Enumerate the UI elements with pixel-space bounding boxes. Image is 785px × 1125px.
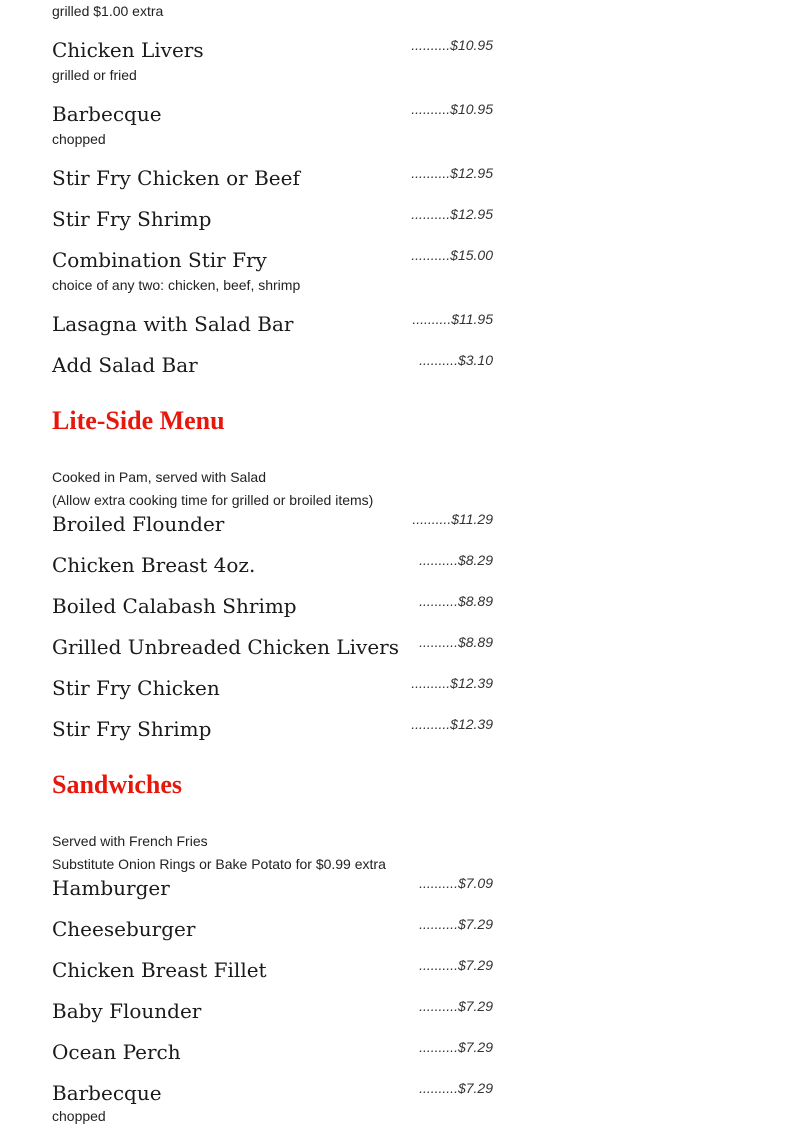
item-name: Add Salad Bar <box>52 353 198 377</box>
item-price: ..........$7.09 <box>419 875 493 891</box>
item-name: Barbecque <box>52 1081 162 1105</box>
menu-item <box>52 552 493 582</box>
item-name: Cheeseburger <box>52 917 196 941</box>
item-price: ..........$12.39 <box>411 675 493 691</box>
menu-item <box>52 1080 493 1110</box>
menu-item <box>52 634 493 664</box>
item-description: grilled $1.00 extra <box>52 3 164 19</box>
item-price: ..........$7.29 <box>419 1039 493 1055</box>
menu-item <box>52 101 493 131</box>
item-name: Stir Fry Chicken or Beef <box>52 166 300 190</box>
menu-item <box>52 37 493 67</box>
menu-item <box>52 875 493 905</box>
menu-item <box>52 716 493 746</box>
item-name: Stir Fry Chicken <box>52 676 220 700</box>
menu-item <box>52 165 493 195</box>
section-title-lite-side: Lite-Side Menu <box>52 406 225 435</box>
item-name: Broiled Flounder <box>52 512 225 536</box>
menu-item <box>52 1039 493 1069</box>
item-name: Ocean Perch <box>52 1040 181 1064</box>
item-description: grilled or fried <box>52 67 137 83</box>
item-price: ..........$7.29 <box>419 957 493 973</box>
item-price: ..........$12.39 <box>411 716 493 732</box>
item-name: Chicken Livers <box>52 38 204 62</box>
section-note: Cooked in Pam, served with Salad <box>52 469 266 485</box>
item-price: ..........$10.95 <box>411 101 493 117</box>
menu-item <box>52 511 493 541</box>
item-name: Chicken Breast Fillet <box>52 958 267 982</box>
item-price: ..........$15.00 <box>411 247 493 263</box>
item-description: choice of any two: chicken, beef, shrimp <box>52 277 301 293</box>
item-price: ..........$12.95 <box>411 165 493 181</box>
item-name: Stir Fry Shrimp <box>52 207 212 231</box>
item-name: Chicken Breast 4oz. <box>52 553 256 577</box>
item-price: ..........$11.95 <box>412 311 493 327</box>
item-price: ..........$7.29 <box>419 1080 493 1096</box>
menu-item <box>52 352 493 382</box>
item-name: Boiled Calabash Shrimp <box>52 594 297 618</box>
menu-item <box>52 593 493 623</box>
item-name: Grilled Unbreaded Chicken Livers <box>52 635 399 659</box>
item-price: ..........$12.95 <box>411 206 493 222</box>
item-price: ..........$10.95 <box>411 37 493 53</box>
menu-item <box>52 247 493 277</box>
item-name: Hamburger <box>52 876 170 900</box>
item-name: Stir Fry Shrimp <box>52 717 212 741</box>
menu-item <box>52 675 493 705</box>
menu-item <box>52 311 493 341</box>
item-price: ..........$8.29 <box>419 552 493 568</box>
section-note: Served with French Fries <box>52 833 208 849</box>
menu-item <box>52 998 493 1028</box>
item-description: chopped <box>52 131 106 147</box>
item-description: chopped <box>52 1108 106 1124</box>
item-price: ..........$7.29 <box>419 998 493 1014</box>
item-price: ..........$7.29 <box>419 916 493 932</box>
menu-item <box>52 916 493 946</box>
item-name: Lasagna with Salad Bar <box>52 312 294 336</box>
item-price: ..........$8.89 <box>419 634 493 650</box>
section-note: Substitute Onion Rings or Bake Potato for $0.99 extra <box>52 856 386 872</box>
menu-item <box>52 957 493 987</box>
section-note: (Allow extra cooking time for grilled or broiled items) <box>52 492 374 508</box>
section-title-sandwiches: Sandwiches <box>52 770 183 799</box>
menu-item <box>52 206 493 236</box>
item-name: Barbecque <box>52 102 162 126</box>
item-price: ..........$3.10 <box>419 352 493 368</box>
item-price: ..........$8.89 <box>419 593 493 609</box>
item-name: Combination Stir Fry <box>52 248 267 272</box>
item-price: ..........$11.29 <box>412 511 493 527</box>
item-name: Baby Flounder <box>52 999 202 1023</box>
